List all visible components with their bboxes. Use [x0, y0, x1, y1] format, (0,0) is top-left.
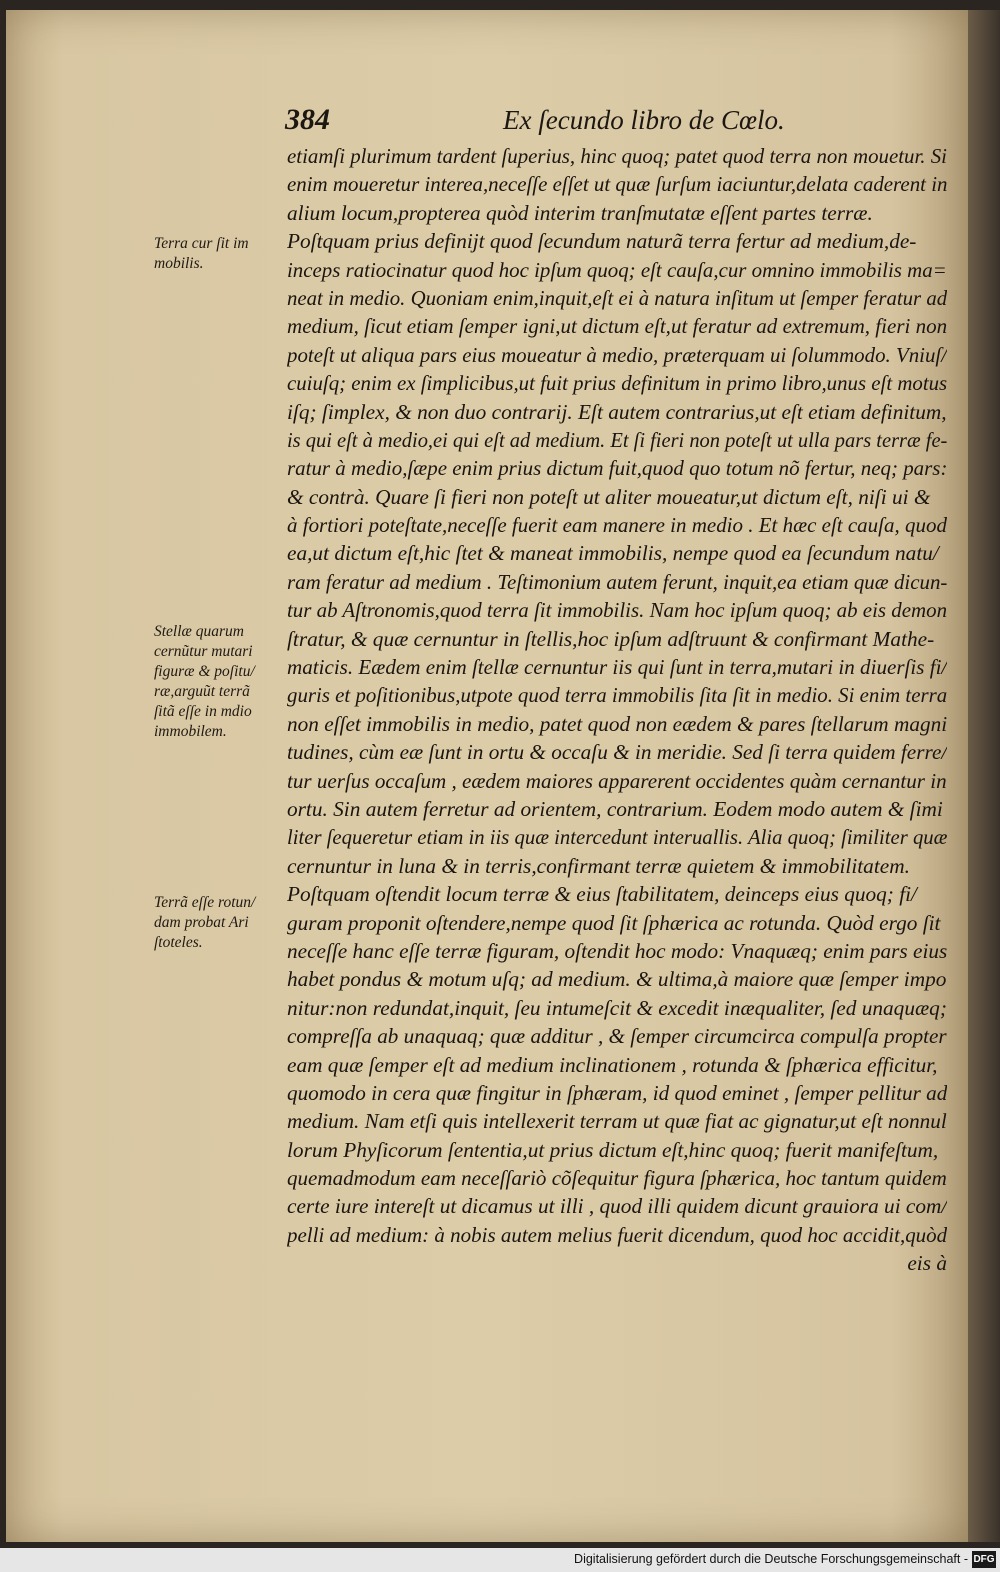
text-line: tur ab Aſtronomis,quod terra ſit immobilis. Nam hoc ipſum quoq; ab eis demon [287, 598, 947, 623]
text-line: ram feratur ad medium . Teſtimonium autem ferunt, inquit,ea etiam quæ dicun- [287, 569, 947, 594]
text-line: cernuntur in luna & in terris,confirmant terræ quietem & immobilitatem. [287, 853, 910, 878]
text-line: guram proponit oſtendere,nempe quod ſit ſphærica ac rotunda. Quòd ergo ſit [287, 910, 941, 935]
page-number: 384 [285, 103, 330, 136]
text-line: inceps ratiocinatur quod hoc ipſum quoq; eſt cauſa,cur omnino immobilis ma= [287, 257, 947, 282]
margin-note-1 [154, 234, 282, 274]
text-line: à fortiori poteſtate,neceſſe fuerit eam manere in medio . Et hæc eſt cauſa, quod [287, 513, 947, 538]
running-title: Ex ſecundo libro de Cœlo. [503, 105, 785, 135]
text-line: is qui eſt à medio,ei qui eſt ad medium. Et ſi fieri non poteſt ut ulla pars terræ fe- [287, 427, 947, 452]
running-head [285, 103, 785, 143]
text-line: certe iure intereſt ut dicamus ut illi , quod illi quidem dicunt grauiora ui com/ [287, 1194, 947, 1219]
margin-note-line: mobilis. [154, 255, 204, 272]
main-text-block [287, 142, 947, 1278]
text-line: Poſtquam oſtendit locum terræ & eius ſtabilitatem, deinceps eius quoq; fi/ [287, 882, 917, 907]
margin-note-2 [154, 622, 282, 742]
margin-note-line: figuræ & poſitu/ [154, 663, 255, 680]
margin-note-line: ſitã eſſe in mdio [154, 703, 252, 720]
text-line: ortu. Sin autem ferretur ad orientem, contrarium. Eodem modo autem & ſimi [287, 796, 943, 821]
text-line: habet pondus & motum uſq; ad medium. & ultima,à maiore quæ ſemper impo [287, 967, 947, 992]
text-line: Poſtquam prius definijt quod ſecundum naturã terra fertur ad medium,de- [287, 229, 917, 254]
text-line: iſq; ſimplex, & non duo contrarij. Eſt autem contrarius,ut eſt etiam definitum, [287, 399, 947, 424]
text-line: pelli ad medium: à nobis autem melius fuerit dicendum, quod hoc accidit,quòd [287, 1222, 947, 1247]
margin-note-line: Terra cur ſit im [154, 235, 249, 252]
facing-page-edge [968, 10, 1000, 1542]
text-line: lorum Phyſicorum ſententia,ut prius dictum eſt,hinc quoq; fuerit manifeſtum, [287, 1137, 939, 1162]
margin-note-line: dam probat Ari [154, 914, 249, 931]
text-line: tur uerſus occaſum , eædem maiores apparerent occidentes quàm cernantur in [287, 768, 947, 793]
text-line: neceſſe hanc eſſe terræ figuram, oſtendit hoc modo: Vnaquæq; enim pars eius [287, 938, 947, 963]
text-line: eam quæ ſemper eſt ad medium inclinationem , rotunda & ſphærica efficitur, [287, 1052, 938, 1077]
text-line: medium, ſicut etiam ſemper igni,ut dictum eſt,ut feratur ad extremum, fieri non [287, 314, 947, 339]
dfg-logo-icon: DFG [972, 1551, 996, 1568]
text-line: compreſſa ab unaquaq; quæ additur , & ſemper circumcirca compulſa propter [287, 1024, 947, 1049]
text-line: alium locum,propterea quòd interim tranſmutatæ eſſent partes terræ. [287, 200, 873, 225]
funding-credit: Digitalisierung gefördert durch die Deutsche Forschungsgemeinschaft - [574, 1552, 968, 1566]
footer-bar [0, 1548, 1000, 1572]
text-line: medium. Nam etſi quis intellexerit terram ut quæ fiat ac gignatur,ut eſt nonnul [287, 1109, 947, 1134]
margin-note-3 [154, 893, 282, 953]
text-line: maticis. Eædem enim ſtellæ cernuntur iis qui ſunt in terra,mutari in diuerſis fi/ [287, 655, 947, 680]
text-line: liter ſequeretur etiam in iis quæ intercedunt interuallis. Alia quoq; ſimiliter quæ [287, 825, 947, 850]
text-line: ea,ut dictum eſt,hic ſtet & maneat immobilis, nempe quod ea ſecundum natu/ [287, 541, 939, 566]
text-line: etiamſi plurimum tardent ſuperius, hinc quoq; patet quod terra non mouetur. Si [287, 144, 947, 168]
text-line: nitur:non redundat,inquit, ſeu intumeſcit & excedit inæqualiter, ſed unaquæq; [287, 995, 947, 1020]
text-line: enim moueretur interea,neceſſe eſſet ut quæ ſurſum iaciuntur,delata caderent in [287, 172, 947, 197]
text-line: guris et poſitionibus,utpote quod terra immobilis ſita ſit in medio. Si enim terra [287, 683, 947, 708]
catchword: eis à [907, 1251, 947, 1276]
margin-note-line: Stellæ quarum [154, 623, 244, 640]
text-line: neat in medio. Quoniam enim,inquit,eſt ei à natura inſitum ut ſemper feratur ad [287, 285, 947, 310]
text-line: & contrà. Quare ſi fieri non poteſt ut aliter moueatur,ut dictum eſt, niſi ui & [287, 484, 931, 509]
margin-note-line: cernũtur mutari [154, 643, 253, 660]
text-line: non eſſet immobilis in medio, patet quod non eædem & pares ſtellarum magni [287, 711, 947, 736]
text-line: poteſt ut aliqua pars eius moueatur à medio, præterquam ui ſolummodo. Vniuſ/ [287, 342, 947, 367]
margin-note-line: ræ,arguũt terrã [154, 683, 250, 700]
text-line: ratur à medio,ſæpe enim prius dictum fuit,quod quo totum nõ fertur, neq; pars: [287, 456, 947, 481]
text-line: tudines, cùm eæ ſunt in ortu & occaſu & in meridie. Sed ſi terra quidem ferre/ [287, 740, 947, 765]
text-line: ſtratur, & quæ cernuntur in ſtellis,hoc ipſum adſtruunt & confirmant Mathe- [287, 626, 935, 651]
margin-note-line: immobilem. [154, 723, 227, 740]
margin-note-line: ſtoteles. [154, 934, 203, 951]
margin-note-line: Terrã eſſe rotun/ [154, 894, 256, 911]
text-line: quemadmodum eam neceſſariò cõſequitur figura ſphærica, hoc tantum quidem [287, 1166, 947, 1191]
text-line: cuiuſq; enim ex ſimplicibus,ut fuit prius definitum in primo libro,unus eſt motus [287, 371, 947, 396]
text-line: quomodo in cera quæ fingitur in ſphæram, id quod eminet , ſemper pellitur ad [287, 1080, 947, 1105]
